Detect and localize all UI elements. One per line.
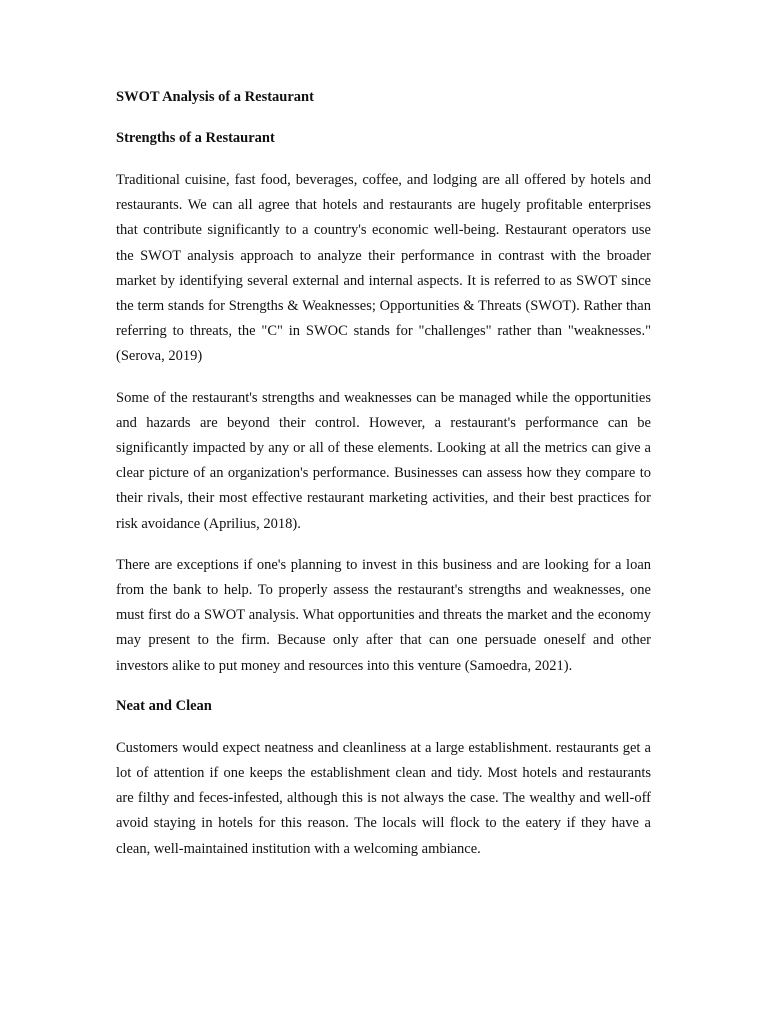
document-page [116, 86, 651, 878]
paragraph: Traditional cuisine, fast food, beverages, coffee, and lodging are all offered by hotels and restaurants. We can all agree that hotels and restaurants are hugely profitable enterprises that contribute significantly to a country's economic well-being. Restaurant operators use the SWOT analysis approach to analyze their performance in contrast with the broader market by identifying several external and internal aspects. It is referred to as SWOT since the term stands for Strengths & Weaknesses; Opportunities & Threats (SWOT). Rather than referring to threats, the "C" in SWOC stands for "challenges" rather than "weaknesses."(Serova, 2019) [116, 172, 651, 365]
document-title: SWOT Analysis of a Restaurant [116, 89, 314, 105]
section-heading-strengths: Strengths of a Restaurant [116, 130, 275, 146]
section-heading-neat-and-clean: Neat and Clean [116, 697, 212, 714]
paragraph: Customers would expect neatness and cleanliness at a large establishment. restaurants get a lot of attention if one keeps the establishment clean and tidy. Most hotels and restaurants are filthy and feces-infested, although this is not always the case. The wealthy and well-off avoid staying in hotels for this reason. The locals will flock to the eatery if they have a clean, well-maintained institution with a welcoming ambiance. [116, 739, 651, 857]
paragraph: Some of the restaurant's strengths and weaknesses can be managed while the opportunities and hazards are beyond their control. However, a restaurant's performance can be significantly impacted by any or all of these elements. Looking at all the metrics can give a clear picture of an organization's performance. Businesses can assess how they compare to their rivals, their most effective restaurant marketing activities, and their best practices for risk avoidance (Aprilius, 2018). [116, 389, 651, 532]
paragraph: There are exceptions if one's planning to invest in this business and are looking for a loan from the bank to help. To properly assess the restaurant's strengths and weaknesses, one must first do a SWOT analysis. What opportunities and threats the market and the economy may present to the firm. Because only after that can one persuade oneself and other investors alike to put money and resources into this venture (Samoedra, 2021). [116, 556, 651, 674]
